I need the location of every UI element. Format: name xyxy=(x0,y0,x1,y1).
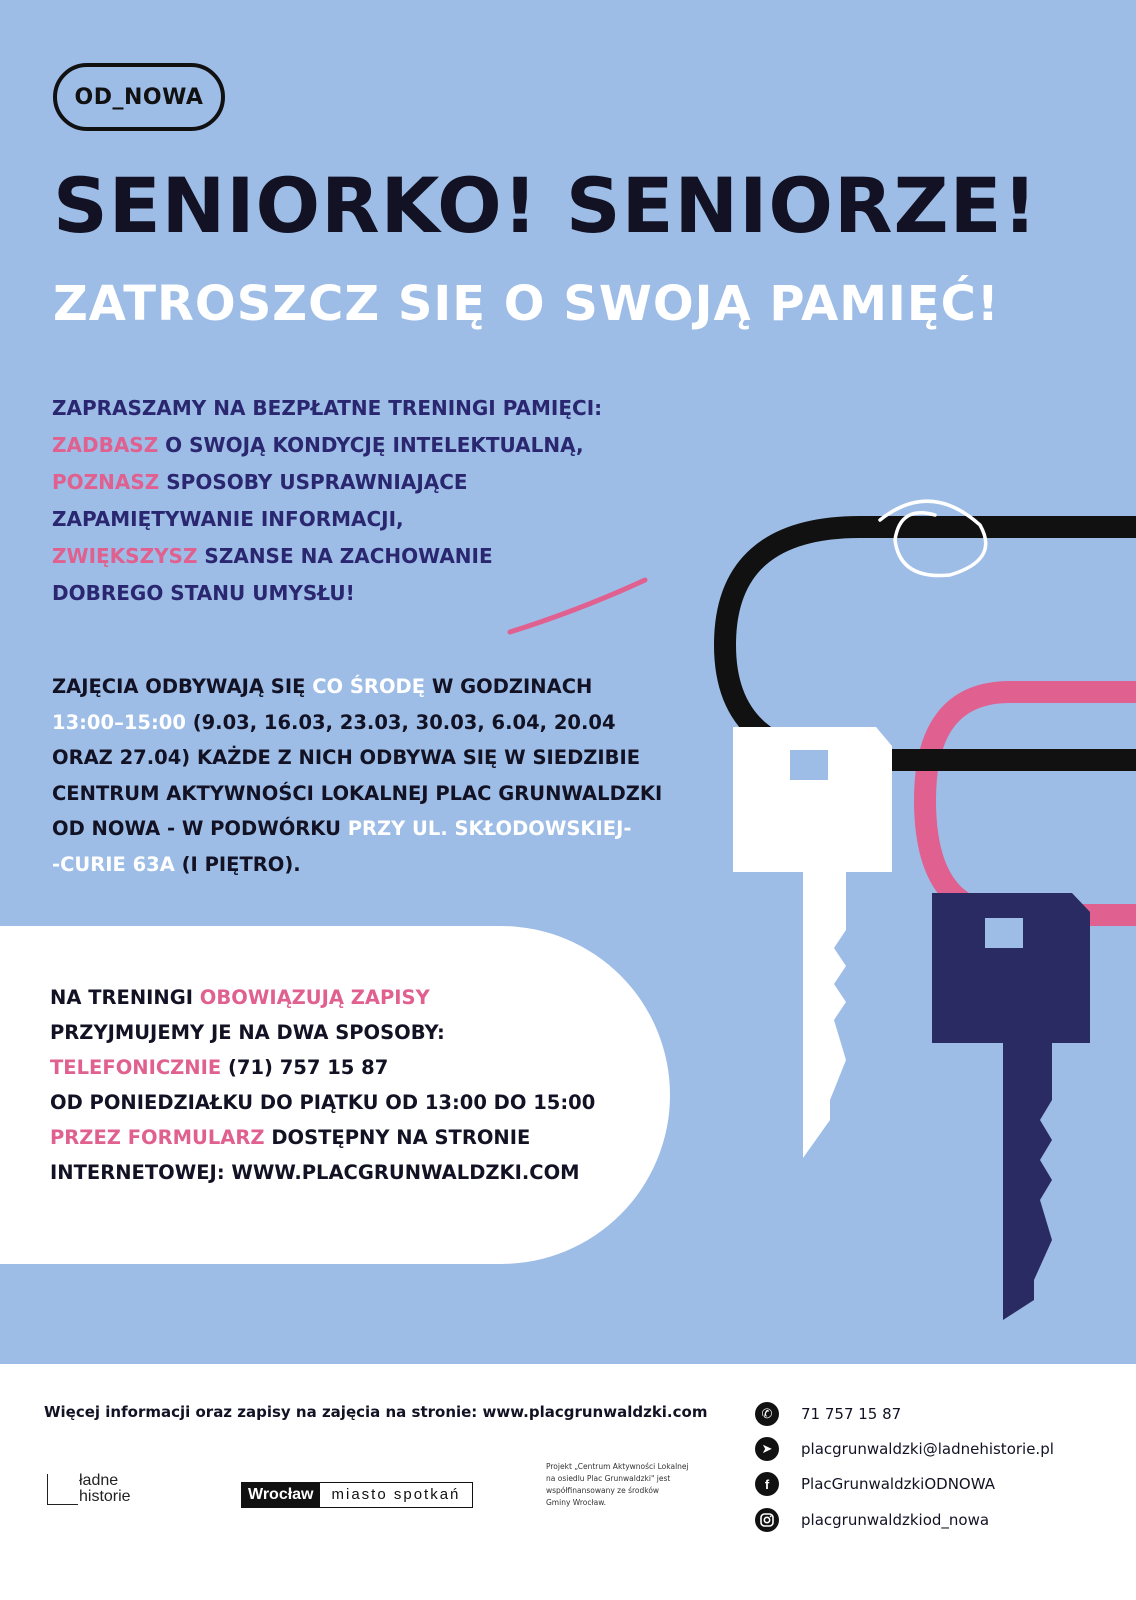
contact-email xyxy=(755,1437,1054,1461)
schedule-line: ZAJĘCIA ODBYWAJĄ SIĘ CO ŚRODĘ W GODZINACH xyxy=(52,675,593,698)
contact-facebook xyxy=(755,1472,995,1496)
facebook-handle: PlacGrunwaldzkiODNOWA xyxy=(801,1475,995,1493)
intro-line: POZNASZ SPOSOBY USPRAWNIAJĄCE xyxy=(52,470,468,494)
intro-text xyxy=(52,390,602,612)
pink-key-ring xyxy=(925,692,1136,915)
contact-instagram xyxy=(755,1508,989,1532)
white-key xyxy=(733,727,892,1158)
signup-line: TELEFONICZNIE (71) 757 15 87 xyxy=(50,1056,389,1079)
ladne-historie-logo: ładne historie xyxy=(47,1473,131,1505)
send-icon: ➤ xyxy=(755,1437,779,1461)
od-nowa-logo: OD_NOWA xyxy=(53,63,225,131)
phone-icon: ✆ xyxy=(755,1402,779,1426)
signup-line: OD PONIEDZIAŁKU DO PIĄTKU OD 13:00 DO 15:00 xyxy=(50,1091,596,1114)
schedule-line: ORAZ 27.04) KAŻDE Z NICH ODBYWA SIĘ W SIEDZIBIE xyxy=(52,746,641,769)
email-address: placgrunwaldzki@ladnehistorie.pl xyxy=(801,1440,1054,1458)
schedule-line: -CURIE 63A (I PIĘTRO). xyxy=(52,852,301,876)
schedule-line: CENTRUM AKTYWNOŚCI LOKALNEJ PLAC GRUNWALDZKI xyxy=(52,781,663,805)
intro-line: DOBREGO STANU UMYSŁU! xyxy=(52,581,355,605)
instagram-icon xyxy=(755,1508,779,1532)
signup-line: PRZEZ FORMULARZ DOSTĘPNY NA STRONIE xyxy=(50,1126,531,1149)
signup-line: INTERNETOWEJ: WWW.PLACGRUNWALDZKI.COM xyxy=(50,1161,580,1184)
page-subtitle: ZATROSZCZ SIĘ O SWOJĄ PAMIĘĆ! xyxy=(53,276,1000,332)
facebook-icon: f xyxy=(755,1472,779,1496)
intro-line: ZAPAMIĘTYWANIE INFORMACJI, xyxy=(52,507,404,531)
schedule-line: OD NOWA - W PODWÓRKU PRZY UL. SKŁODOWSKIEJ- xyxy=(52,817,632,840)
intro-line: ZADBASZ O SWOJĄ KONDYCJĘ INTELEKTUALNĄ, xyxy=(52,433,584,457)
schedule-line: 13:00–15:00 (9.03, 16.03, 23.03, 30.03, 6.04, 20.04 xyxy=(52,710,616,734)
signup-text xyxy=(50,980,595,1190)
intro-line: ZAPRASZAMY NA BEZPŁATNE TRENINGI PAMIĘCI: xyxy=(52,396,603,420)
signup-line: NA TRENINGI OBOWIĄZUJĄ ZAPISY xyxy=(50,986,430,1009)
white-string xyxy=(880,501,986,575)
contact-phone xyxy=(755,1402,901,1426)
signup-line: PRZYJMUJEMY JE NA DWA SPOSOBY: xyxy=(50,1021,445,1044)
phone-number: 71 757 15 87 xyxy=(801,1405,902,1423)
intro-line: ZWIĘKSZYSZ SZANSE NA ZACHOWANIE xyxy=(52,544,493,568)
schedule-text xyxy=(52,669,662,882)
instagram-handle: placgrunwaldzkiod_nowa xyxy=(801,1511,990,1529)
page-title: SENIORKO! SENIORZE! xyxy=(53,161,1039,250)
navy-key xyxy=(932,893,1090,1320)
wroclaw-logo: Wrocław miasto spotkań xyxy=(241,1482,473,1508)
footer-info: Więcej informacji oraz zapisy na zajęcia na stronie: www.placgrunwaldzki.com xyxy=(44,1403,708,1421)
project-fine-print: Projekt „Centrum Aktywności Lokalnej na osiedlu Plac Grunwaldzki" jest współfinansowany ze środków Gminy Wrocław. xyxy=(546,1462,689,1507)
